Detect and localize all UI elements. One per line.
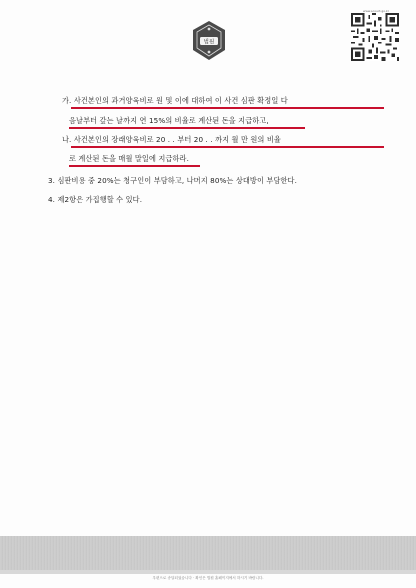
- highlight-underline-ga-2: [69, 127, 305, 129]
- footer-note: 우편으로 송달되었습니다 · 확인은 법원 홈페이지에서 하시기 바랍니다.: [152, 576, 264, 580]
- item-3: 3. 심판비용 중 20%는 청구인이 부담하고, 나머지 80%는 상대방이 부담한다.: [48, 176, 297, 185]
- scan-noise-band: [0, 536, 416, 570]
- highlight-underline-na-2: [69, 165, 200, 167]
- court-seal-icon: [187, 19, 231, 63]
- item-ga-line-2: 음날부터 갚는 날까지 연 15%의 비율로 계산된 돈을 지급하고,: [69, 116, 269, 125]
- highlight-underline-na-1: [71, 146, 384, 148]
- qr-url: www.scourt.go.kr: [363, 9, 389, 13]
- item-na-line-1: 나. 사건본인의 장래양육비로 20 . . 부터 20 . . 까지 월 만 원의 비율: [62, 135, 281, 144]
- seal-text: 법원: [203, 39, 215, 46]
- item-4: 4. 제2항은 가집행할 수 있다.: [48, 195, 143, 204]
- scan-noise-strip: [0, 570, 416, 574]
- highlight-underline-ga-1: [71, 107, 384, 109]
- item-ga-line-1: 가. 사건본인의 과거양육비로 원 및 이에 대하여 이 사건 심판 확정일 다: [62, 96, 288, 105]
- qr-code-icon: [351, 12, 399, 62]
- item-na-line-2: 로 계산된 돈을 매월 말일에 지급하라.: [69, 154, 189, 163]
